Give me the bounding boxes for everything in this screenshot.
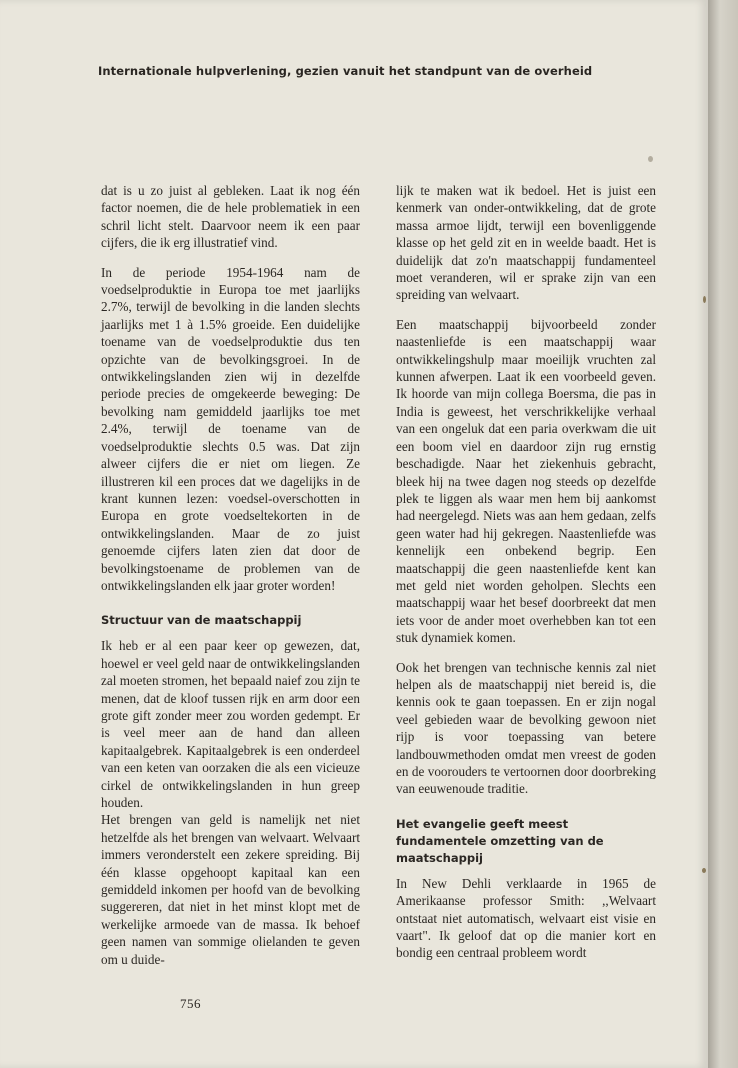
- left-column: [101, 182, 360, 980]
- page-edge: [708, 0, 738, 1068]
- page-number: 756: [180, 996, 201, 1011]
- paragraph: Ik heb er al een paar keer op gewezen, dat, hoewel er veel geld naar de ontwikkelingslanden zal moeten stromen, het bepaald naief zou zijn te menen, dat de kloof tussen rijk en arm door een grote gift zonder meer zou worden gedempt. Er is veel meer aan de hand dan alleen kapitaalgebrek. Kapitaalgebrek is een onderdeel van een keten van oorzaken die als een vicieuze cirkel de ontwikkelingslanden in hun greep houden.: [101, 638, 360, 810]
- section-heading: Structuur van de maatschappij: [101, 613, 302, 628]
- running-head: Internationale hulpverlening, gezien vanuit het standpunt van de overheid: [98, 64, 593, 78]
- paragraph: Ook het brengen van technische kennis zal niet helpen als de maatschappij niet bereid is, die kennis ook te gaan toepassen. En er zijn nogal veel gebieden waar de bevolking gewoon niet rijp is voor toepassing van betere landbouwmethoden omdat men vreest de goden en de voorouders te vertoornen door doorbreking van eeuwenoude traditie.: [396, 659, 656, 797]
- paragraph: Het brengen van geld is namelijk net niet hetzelfde als het brengen van welvaart. Welvaart immers veronderstelt een zekere spreiding. Bij één klasse opgehoopt kapitaal kan een gemiddeld inkomen per hoofd van de bevolking suggereren, dat niet in het minst klopt met de werkelijke armoede van de massa. Ik behoef geen namen van sommige olielanden te geven om u duide-: [101, 812, 360, 967]
- paper-speck: [703, 296, 706, 303]
- paper-speck: [648, 156, 653, 162]
- paragraph: dat is u zo juist al gebleken. Laat ik nog één factor noemen, die de hele problematiek in een schril licht stelt. Daarvoor neem ik een paar cijfers, die ik erg illustratief vind.: [101, 183, 360, 251]
- paragraph: lijk te maken wat ik bedoel. Het is juist een kenmerk van onder-ontwikkeling, dat de grote massa armoe lijdt, terwijl een bovenliggende klasse op het geld zit en in weelde baadt. Het is duidelijk dat zo'n maatschappij fundamenteel moet veranderen, wil er sprake zijn van een spreiding van welvaart.: [396, 183, 656, 303]
- paragraph: Een maatschappij bijvoorbeeld zonder naastenliefde is een maatschappij waar ontwikkelingshulp maar moeilijk vruchten zal kunnen afwerpen. Laat ik een voorbeeld geven. Ik hoorde van mijn collega Boersma, die pas in India is geweest, het verschrikkelijke verhaal van een ongeluk dat een paria overkwam die uit een boom viel en daardoor zijn rug ernstig beschadigde. Naar het ziekenhuis gebracht, bleek hij na twee dagen nog steeds op dezelfde plek te liggen als waar men hem bij aankomst had neergelegd. Niets was aan hem gedaan, zelfs geen water had hij gekregen. Naastenliefde was kennelijk een onbekend begrip. Een maatschappij die geen naastenliefde kent kan met geld niet worden geholpen. Slechts een maatschappij waar het besef doorbreekt dat men iets voor de ander moet overhebben kan tot een stuk dynamiek komen.: [396, 316, 656, 646]
- paragraph: In New Dehli verklaarde in 1965 de Amerikaanse professor Smith: ,,Welvaart ontstaat niet automatisch, welvaart eist visie en vaart". Ik geloof dat op die manier kort en bondig een centraal probleem wordt: [396, 875, 656, 961]
- right-column: [396, 182, 656, 974]
- paragraph: In de periode 1954-1964 nam de voedselproduktie in Europa toe met jaarlijks 2.7%, terwijl de bevolking in die landen slechts jaarlijks met 1 à 1.5% groeide. Een duidelijke toename van de voedselproduktie dus ten opzichte van de bevolkingsgroei. In de ontwikkelingslanden zien wij in dezelfde periode precies de omgekeerde beweging: De bevolking nam gemiddeld jaarlijks toe met 2.4%, terwijl de toename van de voedselproduktie slechts 0.5 was. Dat zijn alweer cijfers die er niet om liegen. Ze illustreren kil een proces dat we dagelijks in de krant kunnen lezen: voedsel-overschotten in Europa en grote voedseltekorten in de ontwikkelingslanden. Maar de zo juist genoemde cijfers laten zien dat door de bevolkingstoename de problemen van de ontwikkelingslanden elk jaar groter worden!: [101, 264, 360, 593]
- paper-speck: [702, 868, 706, 873]
- section-heading: Het evangelie geeft meest fundamentele omzetting van de maatschappij: [396, 816, 604, 865]
